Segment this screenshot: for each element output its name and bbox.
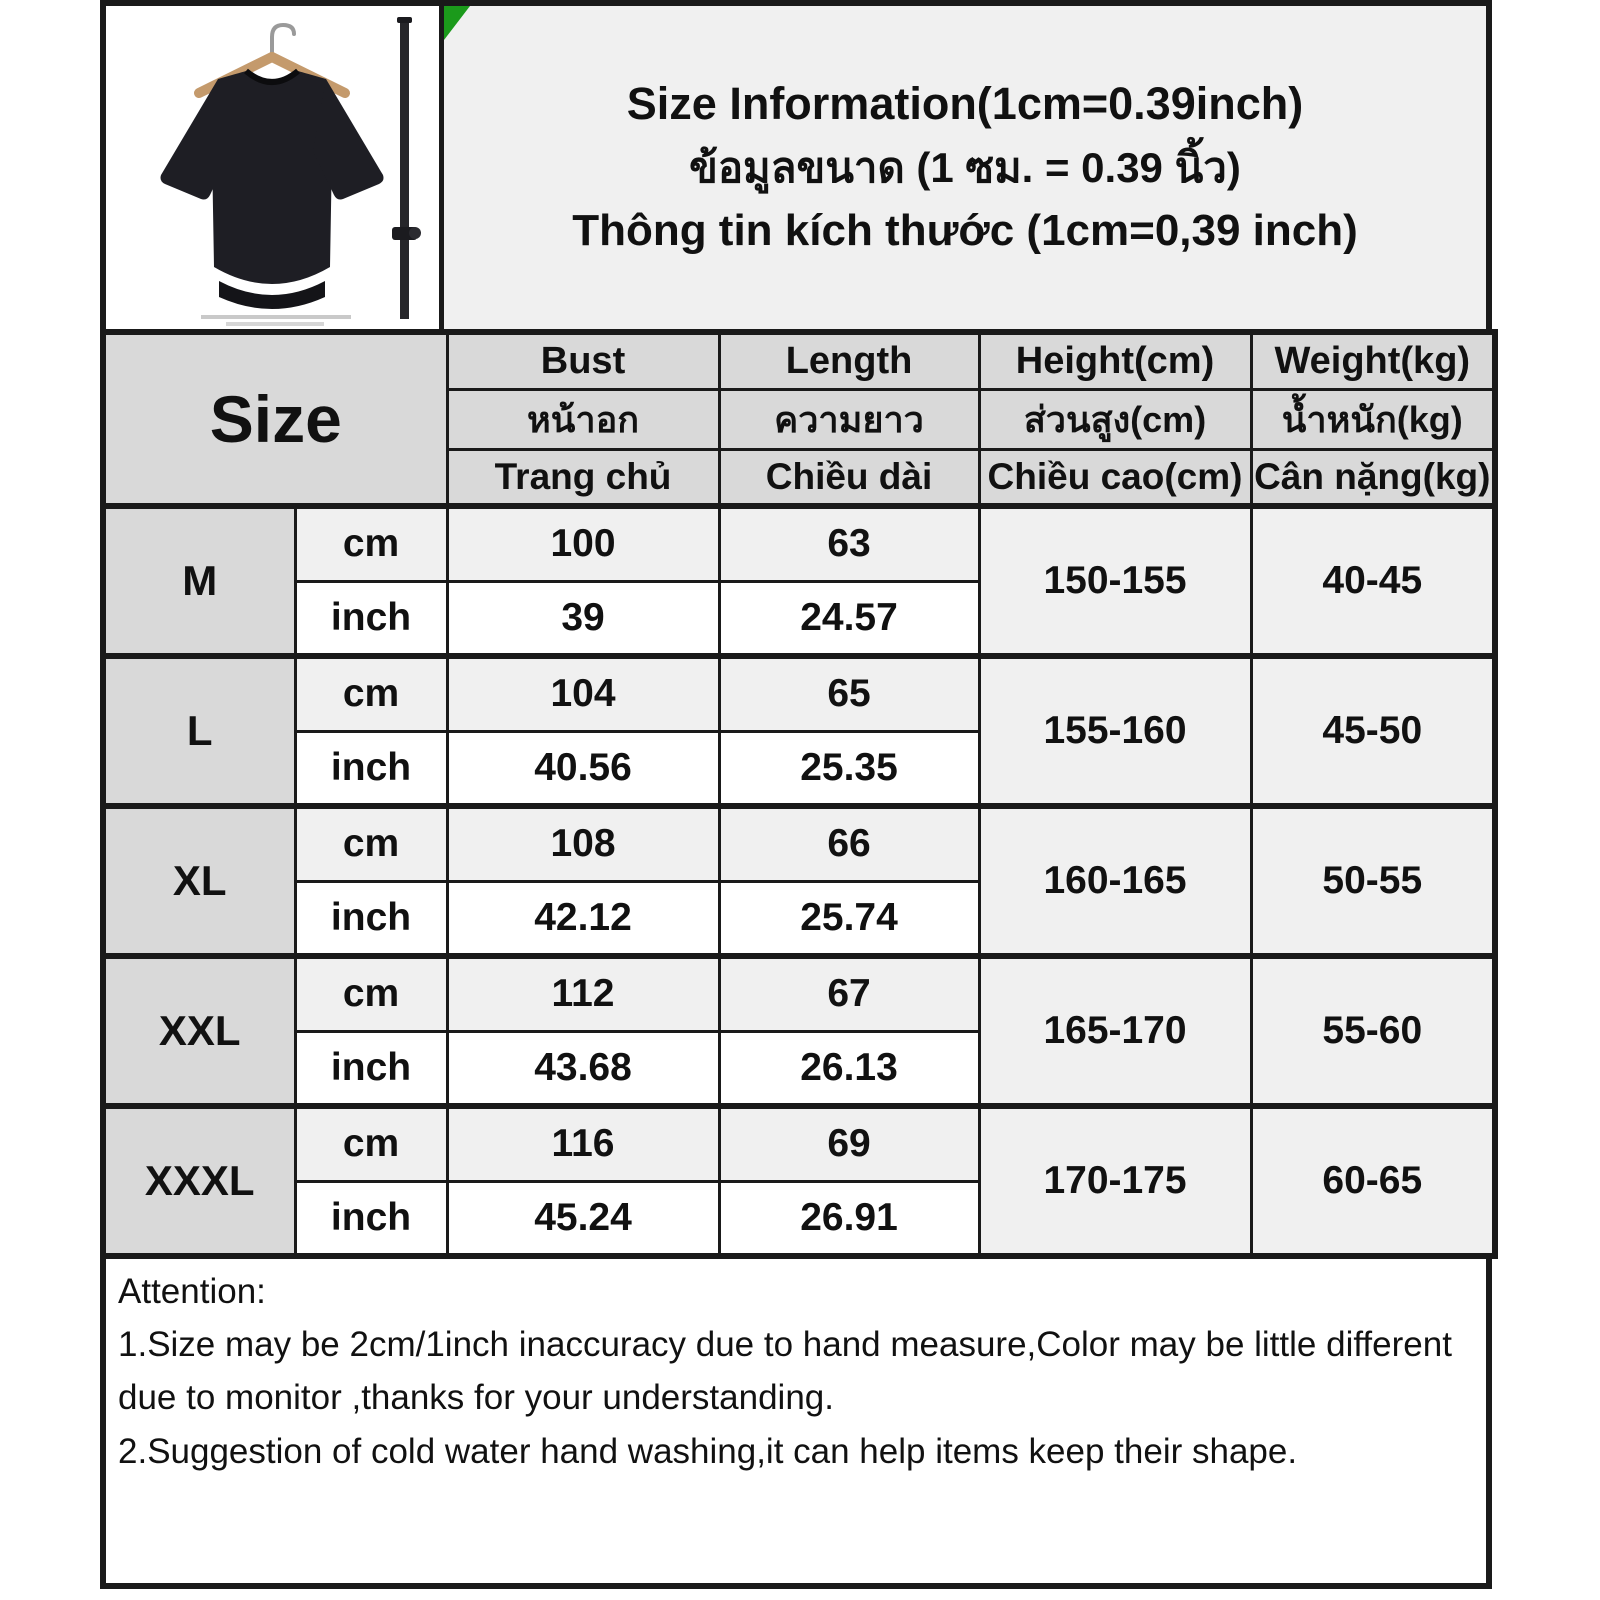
bust-inch-value: 39 [447, 581, 719, 656]
weight-range: 45-50 [1251, 656, 1495, 806]
size-cell: XXL [103, 956, 295, 1106]
attention-note [100, 1259, 1492, 1589]
top-row [100, 0, 1492, 329]
bust-inch-value: 43.68 [447, 1031, 719, 1106]
length-inch-value: 25.74 [719, 881, 979, 956]
weight-range: 40-45 [1251, 506, 1495, 656]
length-cm-value: 65 [719, 656, 979, 731]
header-bust-vi: Trang chủ [447, 449, 719, 506]
attention-line-1: 1.Size may be 2cm/1inch inaccuracy due to hand measure,Color may be little different due to monitor ,thanks for your understanding. [118, 1325, 1452, 1418]
bust-inch-value: 45.24 [447, 1181, 719, 1256]
unit-cm-cell: cm [295, 806, 447, 881]
length-cm-value: 67 [719, 956, 979, 1031]
header-length-th: ความยาว [719, 389, 979, 449]
tshirt-shape [160, 71, 383, 309]
bust-cm-value: 116 [447, 1106, 719, 1181]
header-length-en: Length [719, 332, 979, 389]
unit-inch-cell: inch [295, 581, 447, 656]
photo-caption-lines [201, 315, 351, 326]
unit-inch-cell: inch [295, 1031, 447, 1106]
size-cell: L [103, 656, 295, 806]
unit-cm-cell: cm [295, 506, 447, 581]
unit-cm-cell: cm [295, 656, 447, 731]
height-range: 155-160 [979, 656, 1251, 806]
length-cm-value: 66 [719, 806, 979, 881]
header-height-vi: Chiều cao(cm) [979, 449, 1251, 506]
header-weight-th: น้ำหนัก(kg) [1251, 389, 1495, 449]
size-cell: M [103, 506, 295, 656]
size-table [100, 329, 1498, 1259]
length-inch-value: 26.91 [719, 1181, 979, 1256]
product-photo-cell [106, 6, 444, 329]
size-chart-sheet [100, 0, 1492, 1589]
green-corner-marker-icon [444, 6, 470, 40]
header-size: Size [103, 332, 447, 506]
header-length-vi: Chiều dài [719, 449, 979, 506]
length-inch-value: 26.13 [719, 1031, 979, 1106]
unit-inch-cell: inch [295, 731, 447, 806]
weight-range: 50-55 [1251, 806, 1495, 956]
length-inch-value: 24.57 [719, 581, 979, 656]
length-cm-value: 69 [719, 1106, 979, 1181]
header-weight-en: Weight(kg) [1251, 332, 1495, 389]
length-cm-value: 63 [719, 506, 979, 581]
weight-range: 55-60 [1251, 956, 1495, 1106]
size-info-title [444, 6, 1486, 329]
bust-cm-value: 104 [447, 656, 719, 731]
title-line-vi: Thông tin kích thước (1cm=0,39 inch) [572, 206, 1358, 256]
height-range: 170-175 [979, 1106, 1251, 1256]
weight-range: 60-65 [1251, 1106, 1495, 1256]
unit-inch-cell: inch [295, 881, 447, 956]
title-line-en: Size Information(1cm=0.39inch) [626, 78, 1304, 130]
size-cell: XXXL [103, 1106, 295, 1256]
header-height-th: ส่วนสูง(cm) [979, 389, 1251, 449]
height-range: 150-155 [979, 506, 1251, 656]
height-range: 165-170 [979, 956, 1251, 1106]
title-line-th: ข้อมูลขนาด (1 ซม. = 0.39 นิ้ว) [689, 143, 1241, 191]
attention-heading: Attention: [118, 1272, 266, 1311]
bust-inch-value: 40.56 [447, 731, 719, 806]
size-cell: XL [103, 806, 295, 956]
bust-cm-value: 100 [447, 506, 719, 581]
unit-inch-cell: inch [295, 1181, 447, 1256]
unit-cm-cell: cm [295, 956, 447, 1031]
header-weight-vi: Cân nặng(kg) [1251, 449, 1495, 506]
rack-pole-icon [392, 17, 421, 319]
header-bust-en: Bust [447, 332, 719, 389]
length-inch-value: 25.35 [719, 731, 979, 806]
unit-cm-cell: cm [295, 1106, 447, 1181]
tshirt-photo-image [109, 9, 437, 327]
bust-cm-value: 108 [447, 806, 719, 881]
header-bust-th: หน้าอก [447, 389, 719, 449]
bust-inch-value: 42.12 [447, 881, 719, 956]
attention-line-2: 2.Suggestion of cold water hand washing,it can help items keep their shape. [118, 1431, 1298, 1471]
header-height-en: Height(cm) [979, 332, 1251, 389]
bust-cm-value: 112 [447, 956, 719, 1031]
height-range: 160-165 [979, 806, 1251, 956]
